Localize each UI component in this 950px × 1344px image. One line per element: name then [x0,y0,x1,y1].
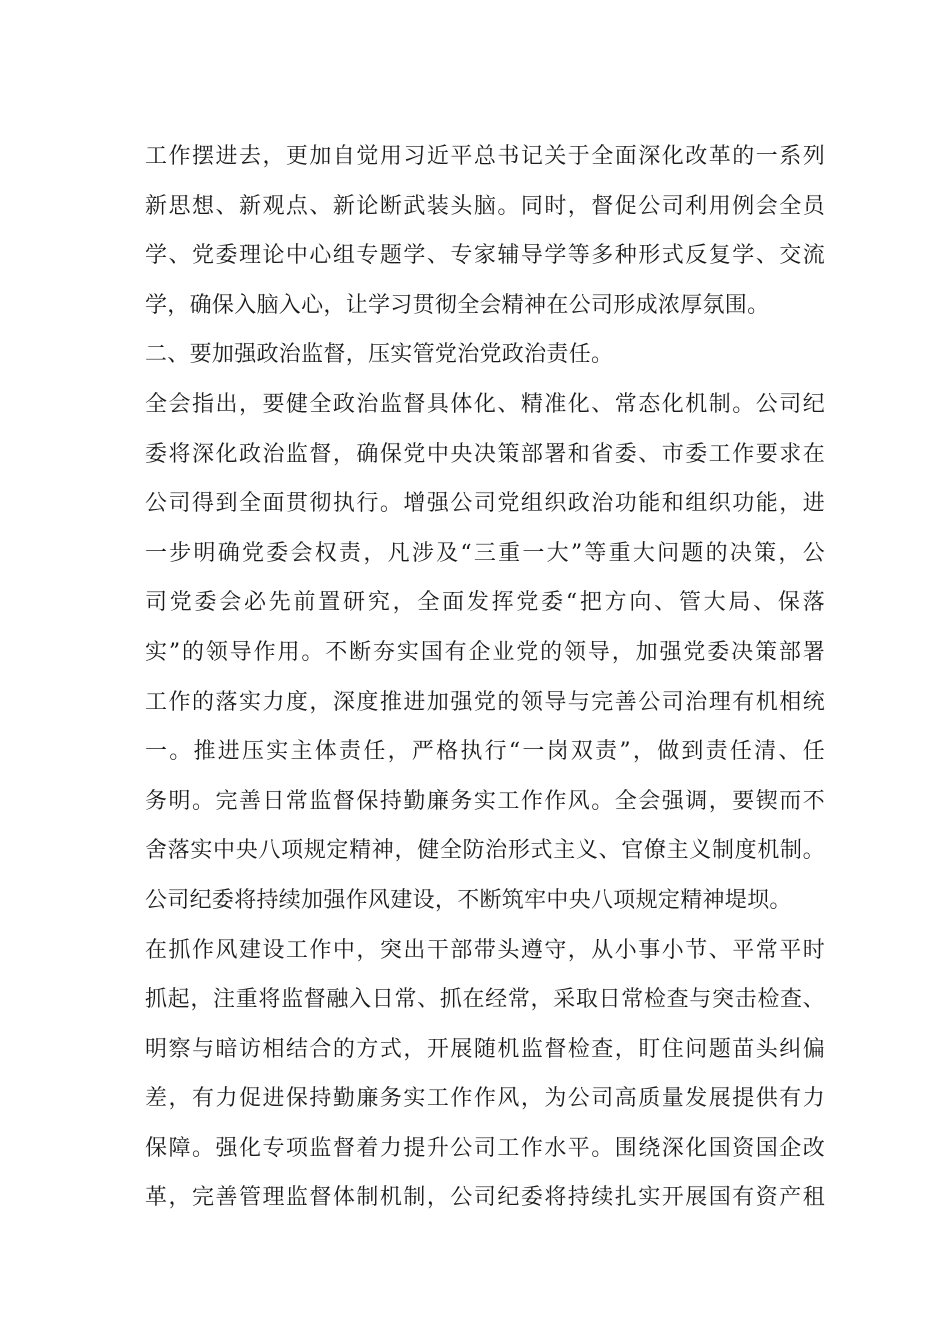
paragraph-line: 新思想、新观点、新论断武装头脑。同时，督促公司利用例会全员 [145,193,825,219]
paragraph-line: 工作的落实力度，深度推进加强党的领导与完善公司治理有机相统 [145,689,825,715]
paragraph-line: 工作摆进去，更加自觉用习近平总书记关于全面深化改革的一系列 [145,144,825,169]
paragraph-line: 实”的领导作用。不断夯实国有企业党的领导，加强党委决策部署 [145,639,825,665]
paragraph-line: 司党委会必先前置研究，全面发挥党委“把方向、管大局、保落 [145,590,825,616]
document-body [145,132,825,1223]
paragraph-line: 学，确保入脑入心，让学习贯彻全会精神在公司形成浓厚氛围。 [145,292,770,318]
paragraph-line: 舍落实中央八项规定精神，健全防治形式主义、官僚主义制度机制。 [145,838,825,864]
paragraph-line: 差，有力促进保持勤廉务实工作作风，为公司高质量发展提供有力 [145,1086,825,1112]
section-heading: 二、要加强政治监督，压实管党治党政治责任。 [145,342,614,368]
paragraph-line: 革，完善管理监督体制机制，公司纪委将持续扎实开展国有资产租 [145,1185,825,1211]
paragraph-line: 学、党委理论中心组专题学、专家辅导学等多种形式反复学、交流 [145,243,825,269]
paragraph-line: 公司纪委将持续加强作风建设，不断筑牢中央八项规定精神堤坝。 [145,887,792,913]
paragraph-line: 一步明确党委会权责，凡涉及“三重一大”等重大问题的决策，公 [145,540,825,566]
paragraph-line: 在抓作风建设工作中，突出干部带头遵守，从小事小节、平常平时 [145,937,825,963]
paragraph-line: 明察与暗访相结合的方式，开展随机监督检查，盯住问题苗头纠偏 [145,1036,825,1062]
paragraph-line: 委将深化政治监督，确保党中央决策部署和省委、市委工作要求在 [145,441,825,467]
paragraph-line: 全会指出，要健全政治监督具体化、精准化、常态化机制。公司纪 [145,391,825,417]
paragraph-line: 保障。强化专项监督着力提升公司工作水平。围绕深化国资国企改 [145,1135,825,1161]
paragraph-line: 抓起，注重将监督融入日常、抓在经常，采取日常检查与突击检查、 [145,987,825,1013]
paragraph-line: 一。推进压实主体责任，严格执行“一岗双责”，做到责任清、任 [145,739,825,765]
paragraph-line: 公司得到全面贯彻执行。增强公司党组织政治功能和组织功能，进 [145,491,825,517]
paragraph-line: 务明。完善日常监督保持勤廉务实工作作风。全会强调，要锲而不 [145,788,825,814]
